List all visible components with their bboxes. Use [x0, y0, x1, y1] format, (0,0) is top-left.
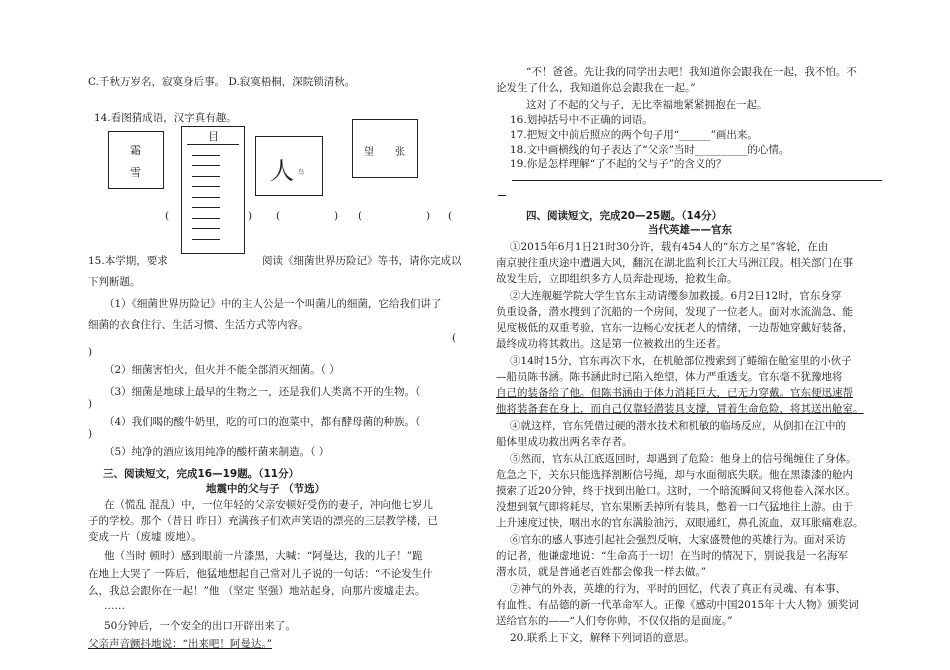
sec4-line-21: 潜水员，就是普通老百姓都会像我一样去做。”	[496, 566, 707, 578]
puzzle-char-look: 望	[364, 147, 374, 158]
q14-title: 14.看图猜成语，汉字真有趣。	[94, 112, 237, 124]
sec4-line-17: 没想到氧气即将耗尽，官东果断丢掉所有装具，憋着一口气猛地往上游。由于	[496, 501, 853, 513]
q15-item-1b: 细菌的衣食住行、生活习惯、生活方式等内容。	[88, 319, 309, 331]
sec4-line-24: 送给官东的——“人们夸你帅，不仅仅指的是面庞。”	[496, 615, 733, 627]
sec3-para-4: 他（当时 顿时）感到眼前一片漆黑，大喊：“阿曼达，我的儿子！”跪	[104, 550, 423, 562]
puzzle-char-frost: 霜	[130, 144, 141, 157]
puzzle-divider	[187, 144, 239, 145]
q15-item-1a: （1）《细菌世界历险记》中的主人公是一个叫菌儿的细菌，它给我们讲了	[104, 298, 442, 310]
q16: 16.划掉括号中不正确的词语。	[510, 114, 653, 126]
answer-line-stub	[498, 195, 506, 196]
section-3-subtitle: 地震中的父与子 （节选）	[206, 483, 326, 495]
sec4-line-15: 危急之下，关东只能选择割断信号绳，却与水面彻底失联。他在黑漆漆的舱内	[496, 469, 853, 481]
q15-item-4: （4）我们喝的酸牛奶里，吃的可口的泡菜中，都有酵母菌的种族。（	[104, 416, 421, 428]
sec4-line-9: —船员陈书涵。陈书涵此时已陷入绝望，体力严重透支。官东毫不犹豫地将	[496, 371, 843, 383]
answer-paren-close-1: )	[248, 210, 253, 222]
sec4-line-1: ①2015年6月1日21时30分许，载有454人的“东方之星”客轮，在由	[510, 241, 829, 253]
puzzle-dash	[192, 176, 220, 177]
q15-paren-1: (	[452, 332, 457, 344]
answer-paren-open-2: (	[276, 210, 281, 222]
idiom-puzzle-look-stretch	[352, 119, 418, 178]
q15-item-3: （3）细菌是地球上最早的生物之一，还是我们人类离不开的生物。（	[104, 386, 421, 398]
sec4-line-7: 最终成功将其救出。这是第一位被救出的生还者。	[496, 338, 727, 350]
q19: 19.你是怎样理解“了不起的父与子”的含义的？	[510, 158, 727, 170]
sec4-line-13: 船体里成功救出两名幸存者。	[496, 436, 633, 448]
sec4-line-3: 故发生后，立即组织多方人员奔赴现场，抢救生命。	[496, 273, 738, 285]
q15-intro-c: 下判断题。	[88, 276, 141, 288]
puzzle-char-snow: 雪	[130, 166, 141, 179]
q20: 20.联系上下文，解释下列词语的意思。	[510, 632, 695, 644]
sec4-line-18: 上升速度过快，咽出水的官东满脸油污，双眼通红，鼻孔流血，双耳胀痛难忍。	[496, 517, 864, 529]
sec4-line-23: 有血性、有品德的新一代革命军人。正像《感动中国2015年十大人物》颁奖词	[496, 599, 859, 611]
puzzle-char-stretch: 张	[395, 147, 405, 158]
sec3-para-6: 么，我总会跟你在一起！”他 （坚定 坚强）地站起身，向那片废墟走去。	[88, 585, 426, 597]
sec4-line-2: 南京驶往重庆途中遭遇大风，翻沉在湖北监利长江大马洲江段。相关部门在事	[496, 257, 853, 269]
puzzle-dash	[192, 207, 220, 208]
sec4-line-16: 摸索了近20分钟，终于找到出舱口。这时，一个暗流瞬间又将他卷入深水区。	[496, 485, 856, 497]
answer-line	[512, 180, 882, 181]
q15-paren-4-close: )	[88, 428, 93, 440]
q13-options: C.千秋万岁名，寂寞身后事。 D.寂寞梧桐，深院锁清秋。	[88, 76, 356, 88]
answer-paren-close-2: )	[334, 210, 339, 222]
idiom-puzzle-frost-snow	[108, 131, 164, 189]
section-4-subtitle: 当代英雄——官东	[648, 224, 732, 236]
q15-intro-a: 15.本学期，要求	[88, 255, 168, 267]
puzzle-char-eye: 目	[208, 130, 219, 143]
q15-paren-3-close: )	[88, 398, 93, 410]
puzzle-dash	[192, 228, 220, 229]
sec3-ellipsis: ……	[104, 600, 125, 612]
sec4-line-12: ④就这样，官东凭借过硬的潜水技术和机敏的临场反应，从倒扣在江中的	[510, 420, 846, 432]
q17: 17.把短文中前后照应的两个句子用“______”画出来。	[510, 129, 758, 141]
puzzle-dash	[192, 218, 220, 219]
answer-paren-open-3: (	[358, 210, 363, 222]
sec4-line-5: 负重设备，潜水搜到了沉船的一个房间，发现了一位老人。面对水流湍急、能	[496, 306, 853, 318]
idiom-puzzle-person-bird	[255, 136, 323, 196]
sec4-line-10-underlined: 自己的装备给了他。但陈书涵由于体力消耗巨大，已无力穿戴。官东便迅速帮	[496, 387, 853, 399]
answer-paren-close-3: )	[426, 210, 431, 222]
right-para-1b: 论发生了什么，我知道你总会跟我在一起。”	[496, 82, 696, 94]
sec4-line-14: ⑤然而，官东从江底返回时，却遇到了危险：他身上的信号绳缠住了身体。	[510, 453, 857, 465]
sec4-line-22: ⑦神气的外表，英雄的行为，平时的回忆，代表了真正有灵魂、有本事、	[510, 583, 846, 595]
sec4-line-11-underlined: 他将装备套在身上，而自己仅靠轻潜装具支撑，冒着生命危险，将其送出舱室。	[496, 403, 864, 415]
sec3-para-8-underlined: 父亲声音颤抖地说：“出来吧！阿曼达。”	[88, 638, 272, 650]
sec3-para-7: 50分钟后，一个安全的出口开辟出来了。	[104, 620, 296, 632]
puzzle-char-bird: 鸟	[298, 169, 305, 176]
answer-paren-open-4: (	[448, 210, 453, 222]
puzzle-dash	[192, 239, 220, 240]
sec3-para-3: 变成一片（废墟 废地）。	[88, 531, 202, 543]
q15-paren-1-close: )	[88, 346, 93, 358]
sec3-para-2: 子的学校。那个（昔日 昨日）充满孩子们欢声笑语的漂亮的三层教学楼，已	[88, 515, 438, 527]
right-para-2: 这对了不起的父与子，无比幸福地紧紧拥抱在一起。	[526, 99, 768, 111]
sec3-para-5: 在地上大哭了 一阵后，他猛地想起自己常对儿子说的一句话：“不论发生什	[88, 568, 433, 580]
right-para-1a: “不！爸爸。先让我的同学出去吧！我知道你会跟我在一起，我不怕。不	[526, 66, 857, 78]
answer-paren-open-1: (	[165, 210, 170, 222]
q18: 18.文中画横线的句子表达了“父亲”当时__________的心情。	[510, 144, 790, 156]
q15-item-2: （2）细菌害怕火，但火并不能全部消灭细菌。（ ）	[104, 364, 340, 376]
sec4-line-20: 的记者，他谦虚地说：“生命高于一切！在当时的情况下，别说我是一名海军	[496, 550, 848, 562]
section-4-title: 四、阅读短文，完成20—25题。（14分）	[526, 210, 723, 222]
puzzle-char-person: 人	[270, 157, 294, 185]
sec4-line-19: ⑥官东的感人事迹引起社会强烈反响，大家盛赞他的英雄行为。面对采访	[510, 534, 846, 546]
sec4-line-6: 见度极低的双重考验，官东一边畅心安抚老人的情绪，一边帮她穿戴好装备，	[496, 322, 853, 334]
section-3-title: 三、阅读短文，完成16—19题。（11分）	[103, 468, 300, 480]
q15-item-5: （5）纯净的酒应该用纯净的酸杆菌来制造。（ ）	[104, 446, 330, 458]
puzzle-dash	[192, 197, 220, 198]
puzzle-dash	[192, 186, 220, 187]
puzzle-dash	[192, 165, 220, 166]
sec3-para-1: 在（慌乱 混乱）中，一位年轻的父亲安顿好受伤的妻子，冲向他七岁儿	[104, 499, 433, 511]
idiom-puzzle-eye-lines	[181, 126, 245, 254]
sec4-line-8: ③14时15分，官东再次下水，在机舱部位搜索到了蜷缩在舱室里的小伙子	[510, 355, 852, 367]
puzzle-dash	[192, 155, 220, 156]
sec4-line-4: ②大连舰艇学院大学生官东主动请缨参加救援。6月2日12时，官东身穿	[510, 290, 842, 302]
q15-intro-b: 阅读《细菌世界历险记》等书，请你完成以	[262, 255, 462, 267]
